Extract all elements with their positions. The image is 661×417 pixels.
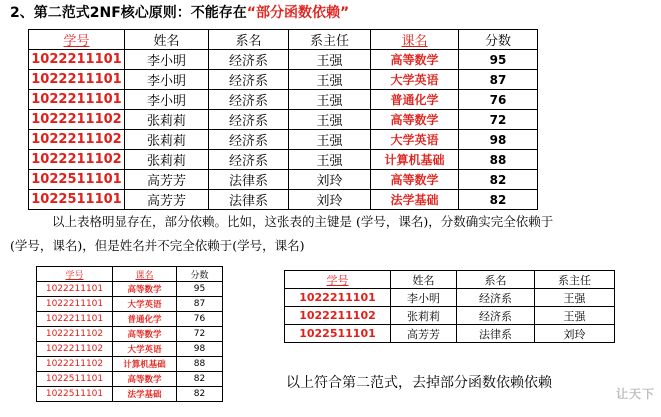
table-cell: 经济系: [209, 50, 289, 70]
main-table-header-row: [29, 30, 538, 50]
table-cell: 王强: [535, 307, 615, 325]
paragraph-line-1: 以上表格明显存在，部分依赖。比如，这张表的主键是 (学号，课名)，分数确实完全依赖于: [52, 214, 554, 229]
table-cell: 高等数学: [371, 50, 459, 70]
header-name: 姓名: [391, 271, 457, 289]
table-row: [29, 190, 538, 210]
score-table: [36, 266, 223, 402]
student-table-header-row: [285, 271, 615, 289]
header-department: 系名: [457, 271, 535, 289]
table-cell: 82: [177, 372, 223, 387]
table-cell: 1022211102: [285, 307, 391, 325]
table-cell: 计算机基础: [113, 357, 177, 372]
header-department: 系名: [209, 30, 289, 50]
heading-prefix: 2、第二范式2NF核心原则：不能存在: [10, 5, 247, 21]
table-cell: 王强: [289, 150, 371, 170]
table-cell: 88: [459, 150, 538, 170]
header-score: 分数: [177, 267, 223, 282]
table-cell: 76: [177, 312, 223, 327]
table-cell: 王强: [289, 110, 371, 130]
table-cell: 1022511101: [37, 372, 113, 387]
table-cell: 高等数学: [371, 110, 459, 130]
table-cell: 法律系: [209, 190, 289, 210]
table-cell: 1022511101: [37, 387, 113, 402]
table-cell: 刘玲: [289, 170, 371, 190]
table-cell: 1022211102: [37, 357, 113, 372]
table-cell: 1022211101: [37, 282, 113, 297]
table-cell: 经济系: [457, 307, 535, 325]
table-cell: 王强: [289, 70, 371, 90]
table-cell: 1022511101: [29, 190, 125, 210]
table-cell: 大学英语: [113, 342, 177, 357]
table-cell: 95: [459, 50, 538, 70]
table-cell: 普通化学: [371, 90, 459, 110]
score-table-header-row: [37, 267, 223, 282]
table-cell: 王强: [289, 90, 371, 110]
table-cell: 1022511101: [285, 325, 391, 343]
table-cell: 法律系: [209, 170, 289, 190]
table-cell: 82: [459, 170, 538, 190]
table-cell: 76: [459, 90, 538, 110]
table-cell: 刘玲: [289, 190, 371, 210]
table-cell: 1022211101: [29, 50, 125, 70]
table-row: [29, 110, 538, 130]
table-cell: 王强: [289, 50, 371, 70]
table-cell: 1022511101: [29, 170, 125, 190]
table-cell: 普通化学: [113, 312, 177, 327]
table-cell: 李小明: [391, 289, 457, 307]
table-cell: 高芳芳: [125, 170, 209, 190]
table-cell: 95: [177, 282, 223, 297]
table-cell: 计算机基础: [371, 150, 459, 170]
heading-highlight: “部分函数依赖”: [246, 5, 350, 21]
table-row: [37, 327, 223, 342]
table-row: [37, 297, 223, 312]
table-cell: 经济系: [457, 289, 535, 307]
table-cell: 82: [177, 387, 223, 402]
header-student-id: 学号: [29, 30, 125, 50]
main-table: [28, 29, 538, 210]
table-cell: 法学基础: [113, 387, 177, 402]
table-row: [29, 130, 538, 150]
table-cell: 高等数学: [113, 372, 177, 387]
conclusion-text: 以上符合第二范式，去掉部分函数依赖依赖: [286, 375, 552, 391]
table-row: [285, 289, 615, 307]
table-cell: 王强: [535, 289, 615, 307]
table-cell: 87: [459, 70, 538, 90]
table-cell: 1022211101: [37, 297, 113, 312]
header-name: 姓名: [125, 30, 209, 50]
table-cell: 经济系: [209, 70, 289, 90]
table-cell: 1022211102: [37, 342, 113, 357]
table-cell: 经济系: [209, 110, 289, 130]
table-cell: 经济系: [209, 90, 289, 110]
header-course: 课名: [371, 30, 459, 50]
table-row: [29, 170, 538, 190]
watermark: 让天下: [615, 387, 655, 401]
table-cell: 高等数学: [113, 282, 177, 297]
paragraph-line-2: (学号，课名)，但是姓名并不完全依赖于(学号，课名): [10, 238, 305, 253]
table-cell: 张莉莉: [125, 110, 209, 130]
table-cell: 72: [177, 327, 223, 342]
table-cell: 高芳芳: [391, 325, 457, 343]
table-cell: 刘玲: [535, 325, 615, 343]
table-cell: 1022211102: [29, 150, 125, 170]
table-cell: 法学基础: [371, 190, 459, 210]
table-cell: 李小明: [125, 50, 209, 70]
table-cell: 88: [177, 357, 223, 372]
table-cell: 大学英语: [113, 297, 177, 312]
table-cell: 经济系: [209, 130, 289, 150]
table-row: [37, 342, 223, 357]
table-cell: 大学英语: [371, 70, 459, 90]
table-row: [37, 357, 223, 372]
table-row: [29, 50, 538, 70]
table-cell: 1022211101: [29, 90, 125, 110]
table-cell: 1022211102: [29, 130, 125, 150]
table-row: [29, 70, 538, 90]
table-cell: 张莉莉: [125, 150, 209, 170]
table-cell: 法律系: [457, 325, 535, 343]
student-table: [284, 270, 615, 343]
table-cell: 1022211101: [37, 312, 113, 327]
table-cell: 王强: [289, 130, 371, 150]
table-cell: 98: [177, 342, 223, 357]
table-cell: 1022211102: [37, 327, 113, 342]
table-row: [37, 387, 223, 402]
table-cell: 经济系: [209, 150, 289, 170]
table-cell: 张莉莉: [125, 130, 209, 150]
table-cell: 高等数学: [371, 170, 459, 190]
table-row: [37, 282, 223, 297]
header-dept-head: 系主任: [289, 30, 371, 50]
header-student-id: 学号: [37, 267, 113, 282]
table-cell: 李小明: [125, 90, 209, 110]
table-cell: 高等数学: [113, 327, 177, 342]
table-cell: 98: [459, 130, 538, 150]
table-row: [37, 372, 223, 387]
table-cell: 大学英语: [371, 130, 459, 150]
table-row: [29, 90, 538, 110]
table-row: [285, 325, 615, 343]
table-cell: 87: [177, 297, 223, 312]
table-cell: 72: [459, 110, 538, 130]
table-row: [37, 312, 223, 327]
header-dept-head: 系主任: [535, 271, 615, 289]
table-row: [29, 150, 538, 170]
table-cell: 1022211101: [285, 289, 391, 307]
table-cell: 张莉莉: [391, 307, 457, 325]
table-cell: 1022211101: [29, 70, 125, 90]
table-row: [285, 307, 615, 325]
header-student-id: 学号: [285, 271, 391, 289]
table-cell: 1022211102: [29, 110, 125, 130]
section-heading: [10, 2, 349, 22]
table-cell: 高芳芳: [125, 190, 209, 210]
header-course: 课名: [113, 267, 177, 282]
table-cell: 82: [459, 190, 538, 210]
table-cell: 李小明: [125, 70, 209, 90]
header-score: 分数: [459, 30, 538, 50]
